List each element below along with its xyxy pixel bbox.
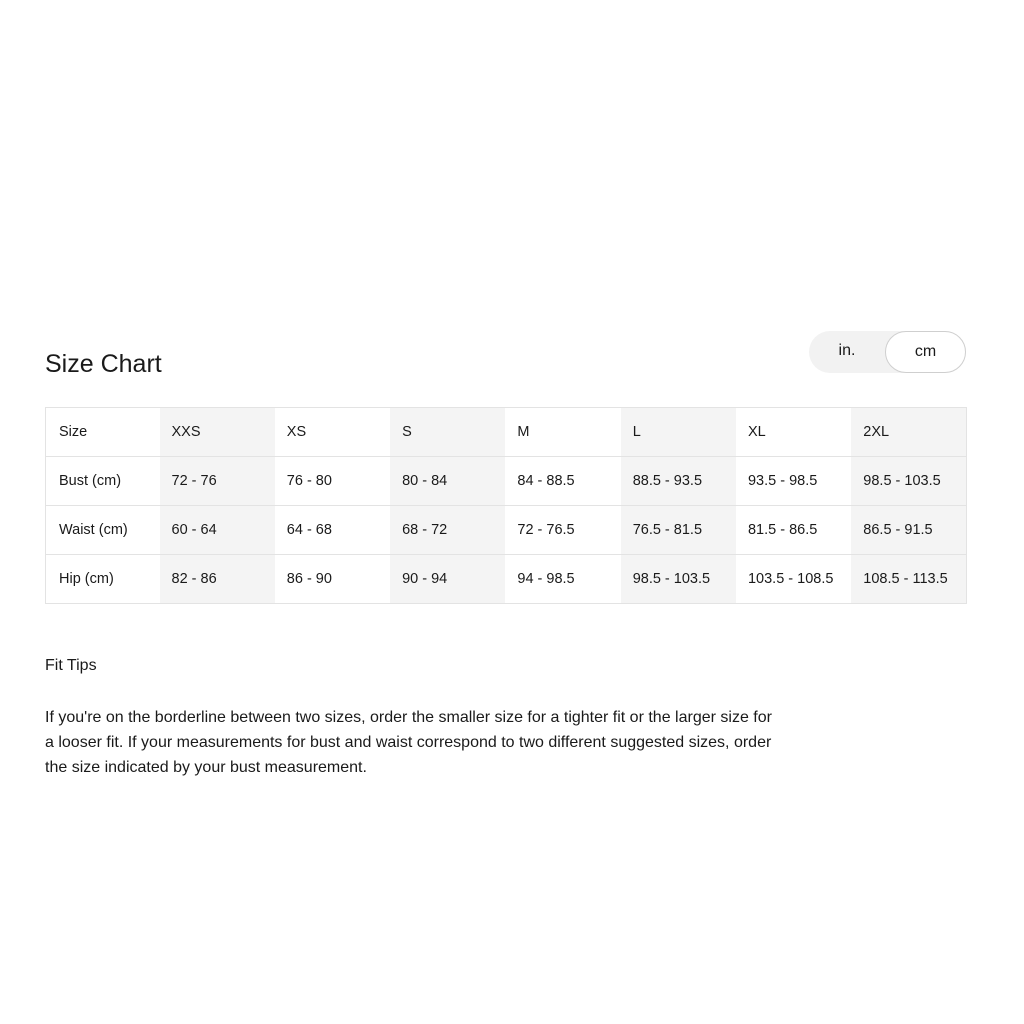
fit-tips-title: Fit Tips <box>45 657 97 674</box>
measurement-cell: 68 - 72 <box>390 506 505 555</box>
table-row <box>46 555 967 604</box>
row-label: Waist (cm) <box>46 506 160 555</box>
measurement-cell: 60 - 64 <box>160 506 275 555</box>
measurement-cell: 103.5 - 108.5 <box>736 555 851 604</box>
measurement-cell: 80 - 84 <box>390 457 505 506</box>
row-label: Hip (cm) <box>46 555 160 604</box>
measurement-cell: 98.5 - 103.5 <box>621 555 736 604</box>
measurement-cell: 64 - 68 <box>275 506 390 555</box>
unit-toggle <box>809 331 966 373</box>
page-title: Size Chart <box>45 350 162 378</box>
measurement-cell: 94 - 98.5 <box>505 555 620 604</box>
measurement-cell: 72 - 76.5 <box>505 506 620 555</box>
size-header-cell: L <box>621 408 736 457</box>
size-table-body <box>46 408 967 604</box>
size-header-cell: M <box>505 408 620 457</box>
measurement-cell: 86.5 - 91.5 <box>851 506 966 555</box>
size-chart-header <box>45 331 966 407</box>
table-row <box>46 506 967 555</box>
measurement-cell: 98.5 - 103.5 <box>851 457 966 506</box>
size-header-cell: S <box>390 408 505 457</box>
measurement-cell: 88.5 - 93.5 <box>621 457 736 506</box>
unit-option-cm[interactable]: cm <box>885 331 966 373</box>
measurement-cell: 76.5 - 81.5 <box>621 506 736 555</box>
measurement-cell: 93.5 - 98.5 <box>736 457 851 506</box>
measurement-cell: 81.5 - 86.5 <box>736 506 851 555</box>
measurement-cell: 90 - 94 <box>390 555 505 604</box>
measurement-cell: 72 - 76 <box>160 457 275 506</box>
size-chart-section <box>45 331 966 604</box>
size-header-cell: 2XL <box>851 408 966 457</box>
size-header-cell: XS <box>275 408 390 457</box>
fit-tips-section <box>45 655 785 780</box>
measurement-cell: 76 - 80 <box>275 457 390 506</box>
row-label: Bust (cm) <box>46 457 160 506</box>
table-row <box>46 457 967 506</box>
measurement-cell: 82 - 86 <box>160 555 275 604</box>
size-header-cell: XXS <box>160 408 275 457</box>
table-row <box>46 408 967 457</box>
fit-tips-body: If you're on the borderline between two sizes, order the smaller size for a tighter fit or the larger size for a looser fit. If your measurements for bust and waist correspond to two different suggested sizes, order the size indicated by your bust measurement. <box>45 709 772 776</box>
measurement-cell: 86 - 90 <box>275 555 390 604</box>
size-table <box>45 407 967 604</box>
measurement-cell: 84 - 88.5 <box>505 457 620 506</box>
measurement-cell: 108.5 - 113.5 <box>851 555 966 604</box>
row-label: Size <box>46 408 160 457</box>
size-header-cell: XL <box>736 408 851 457</box>
unit-option-in[interactable]: in. <box>838 342 856 359</box>
